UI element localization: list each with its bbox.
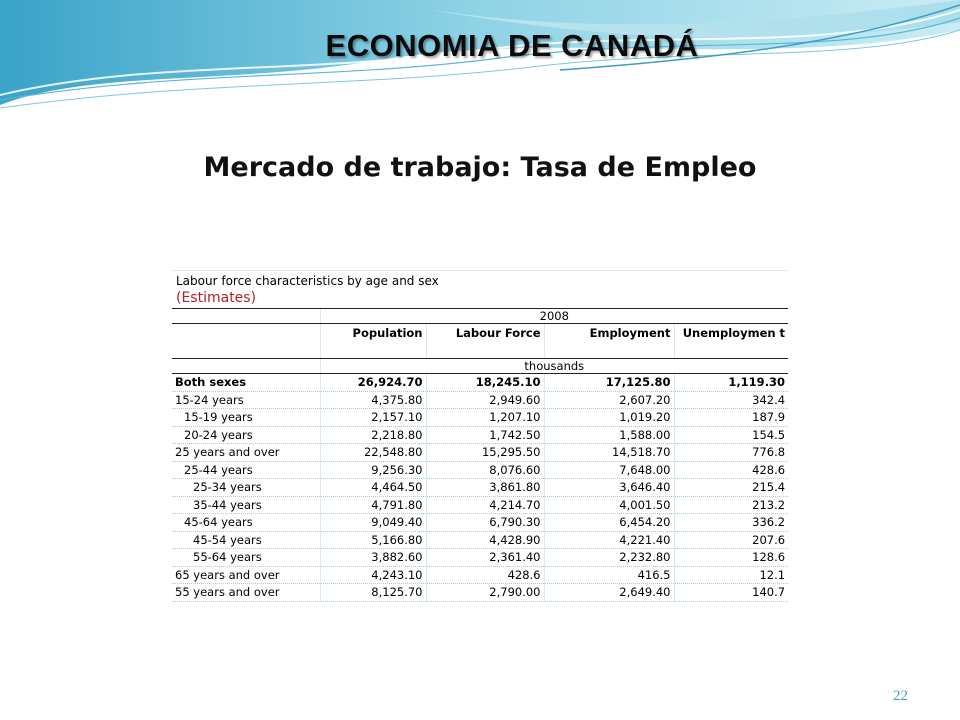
- cell-population: 3,882.60: [320, 549, 426, 567]
- table-row: [172, 531, 788, 549]
- column-header-employment: Employment: [544, 324, 674, 359]
- table-row: [172, 409, 788, 427]
- row-label: 25 years and over: [172, 444, 320, 462]
- cell-unemployment: 342.4: [674, 391, 788, 409]
- cell-unemployment: 776.8: [674, 444, 788, 462]
- cell-employment: 7,648.00: [544, 461, 674, 479]
- row-label: 55-64 years: [172, 549, 320, 567]
- row-label: Both sexes: [172, 374, 320, 392]
- cell-unemployment: 207.6: [674, 531, 788, 549]
- column-header-population: Population: [320, 324, 426, 359]
- cell-labour-force: 4,214.70: [426, 496, 544, 514]
- year-header-blank: [172, 309, 320, 324]
- cell-unemployment: 1,119.30: [674, 374, 788, 392]
- table-note: (Estimates): [176, 289, 257, 306]
- cell-labour-force: 3,861.80: [426, 479, 544, 497]
- row-label: 15-24 years: [172, 391, 320, 409]
- units-label: thousands: [320, 359, 788, 374]
- row-label: 25-44 years: [172, 461, 320, 479]
- cell-population: 5,166.80: [320, 531, 426, 549]
- cell-population: 2,157.10: [320, 409, 426, 427]
- labour-force-table-container: [172, 270, 788, 602]
- table-row: [172, 496, 788, 514]
- table-row: [172, 584, 788, 602]
- cell-labour-force: 2,790.00: [426, 584, 544, 602]
- cell-labour-force: 6,790.30: [426, 514, 544, 532]
- table-row: [172, 426, 788, 444]
- cell-employment: 17,125.80: [544, 374, 674, 392]
- cell-labour-force: 2,361.40: [426, 549, 544, 567]
- table-caption-row: [172, 271, 788, 290]
- cell-employment: 4,001.50: [544, 496, 674, 514]
- year-header: 2008: [320, 309, 788, 324]
- cell-labour-force: 1,742.50: [426, 426, 544, 444]
- cell-unemployment: 187.9: [674, 409, 788, 427]
- cell-labour-force: 4,428.90: [426, 531, 544, 549]
- column-header-row: [172, 324, 788, 359]
- table-row: [172, 549, 788, 567]
- table-row: [172, 374, 788, 392]
- cell-unemployment: 215.4: [674, 479, 788, 497]
- row-label: 45-54 years: [172, 531, 320, 549]
- cell-labour-force: 428.6: [426, 566, 544, 584]
- column-header-blank: [172, 324, 320, 359]
- cell-population: 8,125.70: [320, 584, 426, 602]
- labour-force-table: [172, 270, 788, 602]
- cell-unemployment: 154.5: [674, 426, 788, 444]
- cell-labour-force: 18,245.10: [426, 374, 544, 392]
- units-row: [172, 359, 788, 374]
- row-label: 25-34 years: [172, 479, 320, 497]
- cell-unemployment: 213.2: [674, 496, 788, 514]
- table-caption: Labour force characteristics by age and sex: [172, 271, 788, 290]
- units-blank: [172, 359, 320, 374]
- row-label: 35-44 years: [172, 496, 320, 514]
- table-row: [172, 479, 788, 497]
- cell-employment: 416.5: [544, 566, 674, 584]
- row-label: 20-24 years: [172, 426, 320, 444]
- row-label: 45-64 years: [172, 514, 320, 532]
- slide-subtitle: Mercado de trabajo: Tasa de Empleo: [203, 152, 757, 183]
- table-row: [172, 461, 788, 479]
- cell-employment: 1,019.20: [544, 409, 674, 427]
- column-header-unemployment: Unemploymen t: [674, 324, 788, 359]
- table-row: [172, 514, 788, 532]
- cell-employment: 14,518.70: [544, 444, 674, 462]
- cell-unemployment: 336.2: [674, 514, 788, 532]
- cell-unemployment: 128.6: [674, 549, 788, 567]
- cell-unemployment: 428.6: [674, 461, 788, 479]
- cell-population: 22,548.80: [320, 444, 426, 462]
- column-header-labour-force: Labour Force: [426, 324, 544, 359]
- cell-employment: 2,232.80: [544, 549, 674, 567]
- cell-employment: 1,588.00: [544, 426, 674, 444]
- cell-employment: 6,454.20: [544, 514, 674, 532]
- row-label: 55 years and over: [172, 584, 320, 602]
- cell-population: 2,218.80: [320, 426, 426, 444]
- cell-unemployment: 140.7: [674, 584, 788, 602]
- table-row: [172, 444, 788, 462]
- cell-population: 9,049.40: [320, 514, 426, 532]
- table-row: [172, 566, 788, 584]
- row-label: 15-19 years: [172, 409, 320, 427]
- cell-labour-force: 2,949.60: [426, 391, 544, 409]
- cell-employment: 2,649.40: [544, 584, 674, 602]
- year-header-row: [172, 309, 788, 324]
- row-label: 65 years and over: [172, 566, 320, 584]
- cell-population: 26,924.70: [320, 374, 426, 392]
- cell-employment: 3,646.40: [544, 479, 674, 497]
- slide-header-title: ECONOMIA DE CANADÁ: [325, 28, 699, 63]
- cell-employment: 2,607.20: [544, 391, 674, 409]
- cell-labour-force: 1,207.10: [426, 409, 544, 427]
- cell-population: 4,791.80: [320, 496, 426, 514]
- page-number: 22: [893, 688, 908, 704]
- table-note-row: [172, 290, 788, 309]
- cell-population: 4,243.10: [320, 566, 426, 584]
- cell-population: 9,256.30: [320, 461, 426, 479]
- table-row: [172, 391, 788, 409]
- cell-employment: 4,221.40: [544, 531, 674, 549]
- cell-labour-force: 8,076.60: [426, 461, 544, 479]
- cell-unemployment: 12.1: [674, 566, 788, 584]
- cell-population: 4,464.50: [320, 479, 426, 497]
- cell-labour-force: 15,295.50: [426, 444, 544, 462]
- cell-population: 4,375.80: [320, 391, 426, 409]
